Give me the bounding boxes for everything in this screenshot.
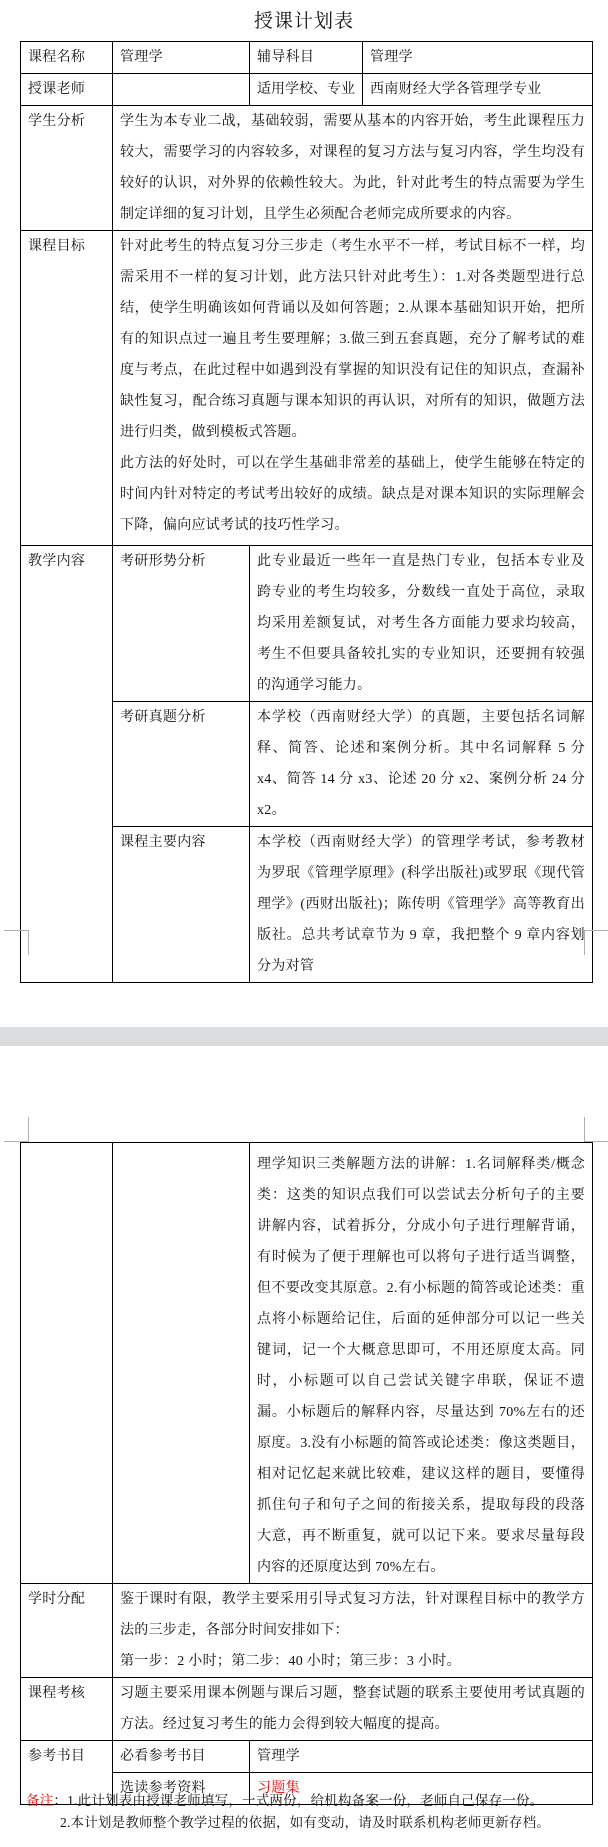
teaching-content-label: 教学内容 xyxy=(21,546,113,983)
course-goal-text xyxy=(113,231,593,546)
assessment-label: 课程考核 xyxy=(21,1678,113,1741)
assessment-text: 习题主要采用课本例题与课后习题，整套试题的联系主要使用考试真题的方法。经过复习考生的能力会得到较大幅度的提高。 xyxy=(113,1678,593,1741)
applicable-label: 适用学校、专业 xyxy=(250,74,363,106)
exam-text: 本学校（西南财经大学）的真题，主要包括名词解释、简答、论述和案例分析。其中名词解释 5 分 x4、简答 14 分 x3、论述 20 分 x2、案例分析 24 分 x2。 xyxy=(250,702,593,827)
teacher-label: 授课老师 xyxy=(21,74,113,106)
main-content-label-continued xyxy=(113,1143,250,1584)
plan-table-page1 xyxy=(20,41,593,983)
note-line-1: 1.此计划表由授课老师填写，一式两份，给机构备案一份，老师自己保存一份。 xyxy=(67,1793,544,1808)
optional-reading-label: 选读参考资料 xyxy=(113,1773,250,1805)
course-goal-label: 课程目标 xyxy=(21,231,113,546)
hours-label: 学时分配 xyxy=(21,1584,113,1678)
notes-colon: ： xyxy=(53,1793,68,1808)
subject-label: 辅导科目 xyxy=(250,42,363,74)
required-reading-label: 必看参考书目 xyxy=(113,1741,250,1773)
teacher-value xyxy=(113,74,250,106)
hours-text xyxy=(113,1584,593,1678)
student-analysis-text: 学生为本专业二战，基础较弱，需要从基本的内容开始，考生此课程压力较大，需要学习的内容较多，对课程的复习方法与复习内容，学生均没有较好的认识，对外界的依赖性较大。为此，针对此考生的特点需要为学生制定详细的复习计划，且学生必须配合老师完成所要求的内容。 xyxy=(113,106,593,231)
main-content-label: 课程主要内容 xyxy=(113,827,250,983)
references-label: 参考书目 xyxy=(21,1741,113,1805)
applicable-value: 西南财经大学各管理学专业 xyxy=(363,74,593,106)
trend-label: 考研形势分析 xyxy=(113,546,250,702)
exam-label: 考研真题分析 xyxy=(113,702,250,827)
note-line-2: 2.本计划是教师整个教学过程的依据，如有变动，请及时联系机构老师更新存档。 xyxy=(60,1815,551,1830)
page-corner-mark xyxy=(584,1117,608,1142)
course-name-value: 管理学 xyxy=(113,42,250,74)
page-corner-mark xyxy=(4,1117,29,1142)
plan-table-page2 xyxy=(20,1142,593,1805)
course-name-label: 课程名称 xyxy=(21,42,113,74)
page-corner-mark xyxy=(584,930,608,955)
student-analysis-label: 学生分析 xyxy=(21,106,113,231)
course-goal-paragraph-1: 针对此考生的特点复习分三步走（考生水平不一样，考试目标不一样，均需采用不一样的复习计划，此方法只针对此考生）：1.对各类题型进行总结，使学生明确该如何背诵以及如何答题；2.从课本基础知识开始，把所有的知识点过一遍且考生要理解；3.做三到五套真题，充分了解考试的难度与考点，在此过程中如遇到没有掌握的知识没有记住的知识点，查漏补缺性复习，配合练习真题与课本知识的再认识，对所有的知识，做题方法进行归类，做到模板式答题。 xyxy=(120,239,585,440)
trend-text: 此专业最近一些年一直是热门专业，包括本专业及跨专业的考生均较多，分数线一直处于高位，录取均采用差额复试，对考生各方面能力要求均较高，考生不但要具备较扎实的专业知识，还要拥有较强的沟通学习能力。 xyxy=(250,546,593,702)
main-content-text-continued: 理学知识三类解题方法的讲解：1.名词解释类/概念类：这类的知识点我们可以尝试去分析句子的主要讲解内容，试着拆分，分成小句子进行理解背诵，有时候为了便于理解也可以将句子进行适当调整，但不要改变其原意。2.有小标题的简答或论述类：重点将小标题给记住，后面的延伸部分可以记一些关键词，记一个大概意思即可，不用还原度太高。同时，小标题可以自己尝试关键字串联，保证不遗漏。小标题后的解释内容，尽量达到 70%左右的还原度。3.没有小标题的简答或论述类：像这类题目，相对记忆起来就比较难，建议这样的题目，要懂得抓住句子和句子之间的衔接关系，提取每段的段落大意，再不断重复，就可以记下来。要求尽量每段内容的还原度达到 70%左右。 xyxy=(250,1143,593,1584)
page-gap xyxy=(0,1027,608,1046)
notes-label: 备注 xyxy=(26,1793,54,1808)
hours-paragraph-1: 鉴于课时有限，教学主要采用引导式复习方法，针对课程目标中的教学方法的三步走，各部分时间安排如下： xyxy=(120,1592,585,1638)
subject-value: 管理学 xyxy=(363,42,593,74)
hours-paragraph-2: 第一步：2 小时；第二步：40 小时；第三步：3 小时。 xyxy=(120,1654,461,1669)
notes xyxy=(26,1790,550,1834)
document-title: 授课计划表 xyxy=(253,11,354,32)
page-corner-mark xyxy=(4,930,29,955)
course-goal-paragraph-2: 此方法的好处时，可以在学生基础非常差的基础上，使学生能够在特定的时间内针对特定的考试考出较好的成绩。缺点是对课本知识的实际理解会下降，偏向应试考试的技巧性学习。 xyxy=(120,456,585,533)
main-content-text: 本学校（西南财经大学）的管理学考试，参考教材为罗珉《管理学原理》(科学出版社)或罗珉《现代管理学》(西财出版社)；陈传明《管理学》高等教育出版社。总共考试章节为 9 章，我把整个 9 章内容划分为对管 xyxy=(250,827,593,983)
teaching-content-label-continued xyxy=(21,1143,113,1584)
required-reading-value: 管理学 xyxy=(250,1741,593,1773)
optional-reading-value: 习题集 xyxy=(250,1773,593,1805)
